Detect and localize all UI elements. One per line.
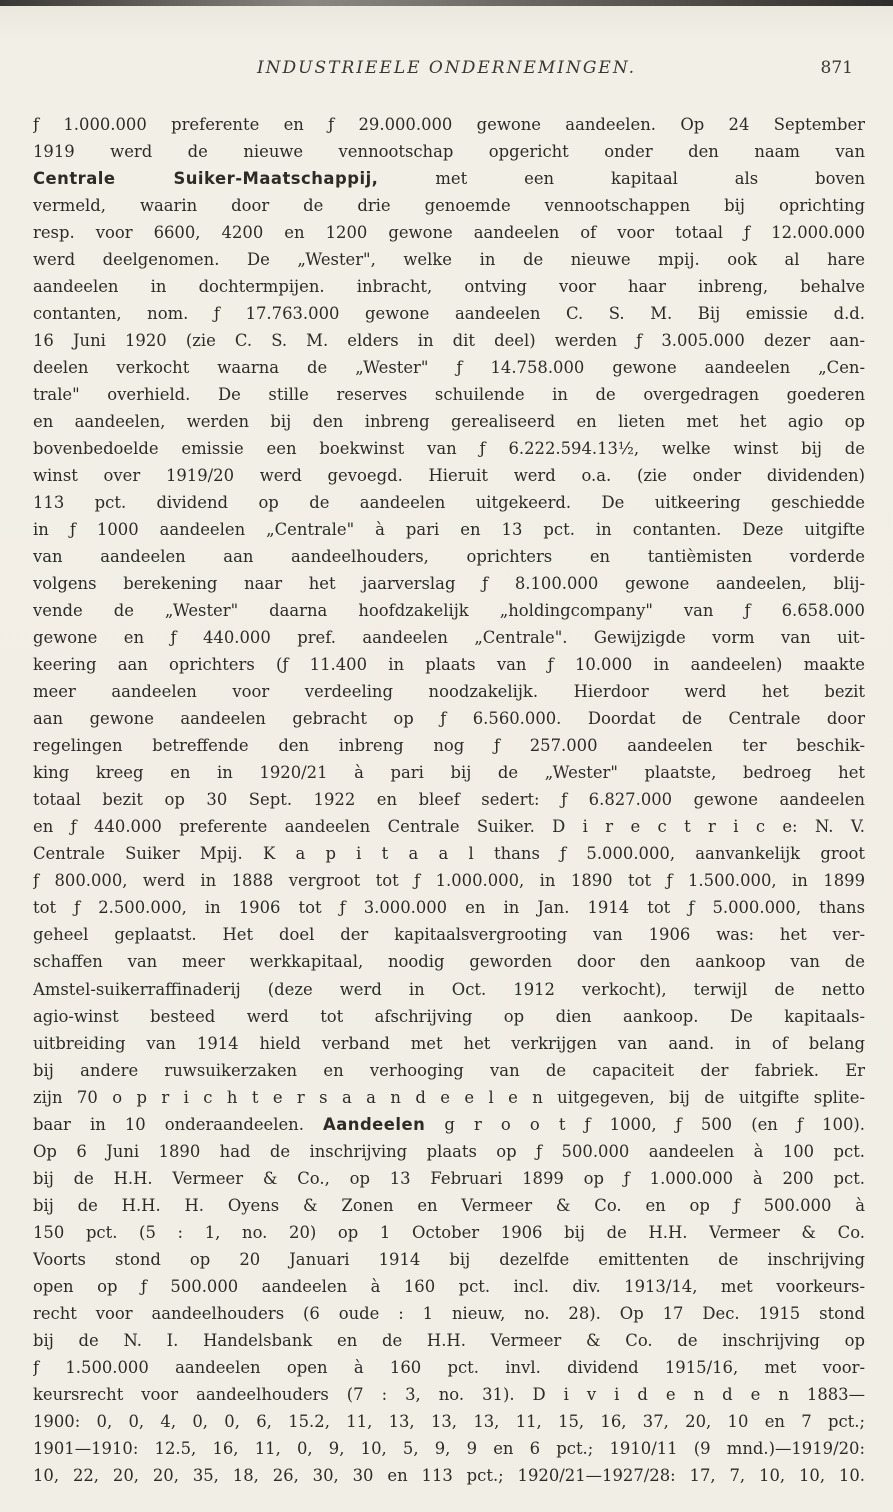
text-line: 1919 werd de nieuwe vennootschap opgericht onder den naam van — [33, 142, 865, 162]
text-line: meer aandeelen voor verdeeling noodzakelijk. Hierdoor werd het bezit — [33, 682, 865, 702]
text-line: regelingen betreffende den inbreng nog ƒ 257.000 aandeelen ter beschik- — [33, 736, 865, 756]
text-line: tot ƒ 2.500.000, in 1906 tot ƒ 3.000.000 en in Jan. 1914 tot ƒ 5.000.000, thans — [33, 898, 865, 918]
running-title: INDUSTRIEELE ONDERNEMINGEN. — [256, 58, 637, 78]
text-line: contanten, nom. ƒ 17.763.000 gewone aandeelen C. S. M. Bij emissie d.d. — [33, 304, 865, 324]
text-line: winst over 1919/20 werd gevoegd. Hieruit werd o.a. (zie onder dividenden) — [33, 466, 865, 486]
bold-heading-term: Centrale Suiker-Maatschappij, — [33, 169, 379, 189]
text-line: 113 pct. dividend op de aandeelen uitgekeerd. De uitkeering geschiedde — [33, 493, 865, 513]
text-line: bovenbedoelde emissie een boekwinst van ƒ 6.222.594.13½, welke winst bij de — [33, 439, 865, 459]
text-line: zijn 70 o p r i c h t e r s a a n d e e l e n uitgegeven, bij de uitgifte splite- — [33, 1087, 865, 1107]
text-line: ƒ 1.500.000 aandeelen open à 160 pct. invl. dividend 1915/16, met voor- — [33, 1357, 865, 1377]
scan-edge-strip — [0, 0, 893, 6]
text-line: open op ƒ 500.000 aandeelen à 160 pct. incl. div. 1913/14, met voorkeurs- — [33, 1276, 865, 1296]
body-text — [33, 111, 865, 1489]
text-line: schaffen van meer werkkapitaal, noodig geworden door den aankoop van de — [33, 952, 865, 972]
text-line: aan gewone aandeelen gebracht op ƒ 6.560.000. Doordat de Centrale door — [33, 709, 865, 729]
running-head — [0, 58, 893, 88]
text-line: Centrale Suiker Mpij. K a p i t a a l thans ƒ 5.000.000, aanvankelijk groot — [33, 844, 865, 864]
text-line: baar in 10 onderaandeelen. Aandeelen g r o o t ƒ 1000, ƒ 500 (en ƒ 100). — [33, 1114, 865, 1134]
text-line: Op 6 Juni 1890 had de inschrijving plaats op ƒ 500.000 aandeelen à 100 pct. — [33, 1141, 865, 1161]
text-line: bij de H.H. H. Oyens & Zonen en Vermeer & Co. en op ƒ 500.000 à — [33, 1195, 865, 1215]
text-line: 10, 22, 20, 20, 35, 18, 26, 30, 30 en 113 pct.; 1920/21—1927/28: 17, 7, 10, 10, 10. — [33, 1465, 865, 1485]
text-line: totaal bezit op 30 Sept. 1922 en bleef sedert: ƒ 6.827.000 gewone aandeelen — [33, 790, 865, 810]
text-line: trale" overhield. De stille reserves schuilende in de overgedragen goederen — [33, 385, 865, 405]
text-line: bij andere ruwsuikerzaken en verhooging van de capaciteit der fabriek. Er — [33, 1060, 865, 1080]
text-line: agio-winst besteed werd tot afschrijving op dien aankoop. De kapitaals- — [33, 1006, 865, 1026]
text-line: volgens berekening naar het jaarverslag ƒ 8.100.000 gewone aandeelen, blij- — [33, 574, 865, 594]
text-line: vermeld, waarin door de drie genoemde vennootschappen bij oprichting — [33, 196, 865, 216]
text-line: king kreeg en in 1920/21 à pari bij de „Wester" plaatste, bedroeg het — [33, 763, 865, 783]
text-line: keering aan oprichters (ƒ 11.400 in plaats van ƒ 10.000 in aandeelen) maakte — [33, 655, 865, 675]
text-line: Centrale Suiker-Maatschappij, met een kapitaal als boven — [33, 169, 865, 189]
text-line: 150 pct. (5 : 1, no. 20) op 1 October 1906 bij de H.H. Vermeer & Co. — [33, 1222, 865, 1242]
text-line: ƒ 800.000, werd in 1888 vergroot tot ƒ 1.000.000, in 1890 tot ƒ 1.500.000, in 1899 — [33, 871, 865, 891]
text-line: in ƒ 1000 aandeelen „Centrale" à pari en 13 pct. in contanten. Deze uitgifte — [33, 520, 865, 540]
text-line: van aandeelen aan aandeelhouders, oprichters en tantièmisten vorderde — [33, 547, 865, 567]
page-number: 871 — [820, 58, 853, 78]
text-line: gewone en ƒ 440.000 pref. aandeelen „Centrale". Gewijzigde vorm van uit- — [33, 628, 865, 648]
text-line: en ƒ 440.000 preferente aandeelen Centrale Suiker. D i r e c t r i c e: N. V. — [33, 817, 865, 837]
text-line: keursrecht voor aandeelhouders (7 : 3, no. 31). D i v i d e n d e n 1883— — [33, 1384, 865, 1404]
bold-heading-term: Aandeelen — [323, 1114, 426, 1134]
text-line: 1901—1910: 12.5, 16, 11, 0, 9, 10, 5, 9, 9 en 6 pct.; 1910/11 (9 mnd.)—1919/20: — [33, 1438, 865, 1458]
text-line: uitbreiding van 1914 hield verband met het verkrijgen van aand. in of belang — [33, 1033, 865, 1053]
text-line: werd deelgenomen. De „Wester", welke in de nieuwe mpij. ook al hare — [33, 250, 865, 270]
text-line: geheel geplaatst. Het doel der kapitaalsvergrooting van 1906 was: het ver- — [33, 925, 865, 945]
text-line: deelen verkocht waarna de „Wester" ƒ 14.758.000 gewone aandeelen „Cen- — [33, 358, 865, 378]
text-line: aandeelen in dochtermpijen. inbracht, ontving voor haar inbreng, behalve — [33, 277, 865, 297]
text-line: Voorts stond op 20 Januari 1914 bij dezelfde emittenten de inschrijving — [33, 1249, 865, 1269]
text-line: resp. voor 6600, 4200 en 1200 gewone aandeelen of voor totaal ƒ 12.000.000 — [33, 223, 865, 243]
text-line: 16 Juni 1920 (zie C. S. M. elders in dit deel) werden ƒ 3.005.000 dezer aan- — [33, 331, 865, 351]
text-line: bij de H.H. Vermeer & Co., op 13 Februari 1899 op ƒ 1.000.000 à 200 pct. — [33, 1168, 865, 1188]
text-line: en aandeelen, werden bij den inbreng gerealiseerd en lieten met het agio op — [33, 412, 865, 432]
text-line: recht voor aandeelhouders (6 oude : 1 nieuw, no. 28). Op 17 Dec. 1915 stond — [33, 1303, 865, 1323]
text-line: bij de N. I. Handelsbank en de H.H. Vermeer & Co. de inschrijving op — [33, 1330, 865, 1350]
text-line: vende de „Wester" daarna hoofdzakelijk „holdingcompany" van ƒ 6.658.000 — [33, 601, 865, 621]
text-line: 1900: 0, 0, 4, 0, 0, 6, 15.2, 11, 13, 13, 13, 11, 15, 16, 37, 20, 10 en 7 pct.; — [33, 1411, 865, 1431]
text-line: Amstel-suikerraffinaderij (deze werd in Oct. 1912 verkocht), terwijl de netto — [33, 979, 865, 999]
text-line: ƒ 1.000.000 preferente en ƒ 29.000.000 gewone aandeelen. Op 24 September — [33, 115, 865, 134]
